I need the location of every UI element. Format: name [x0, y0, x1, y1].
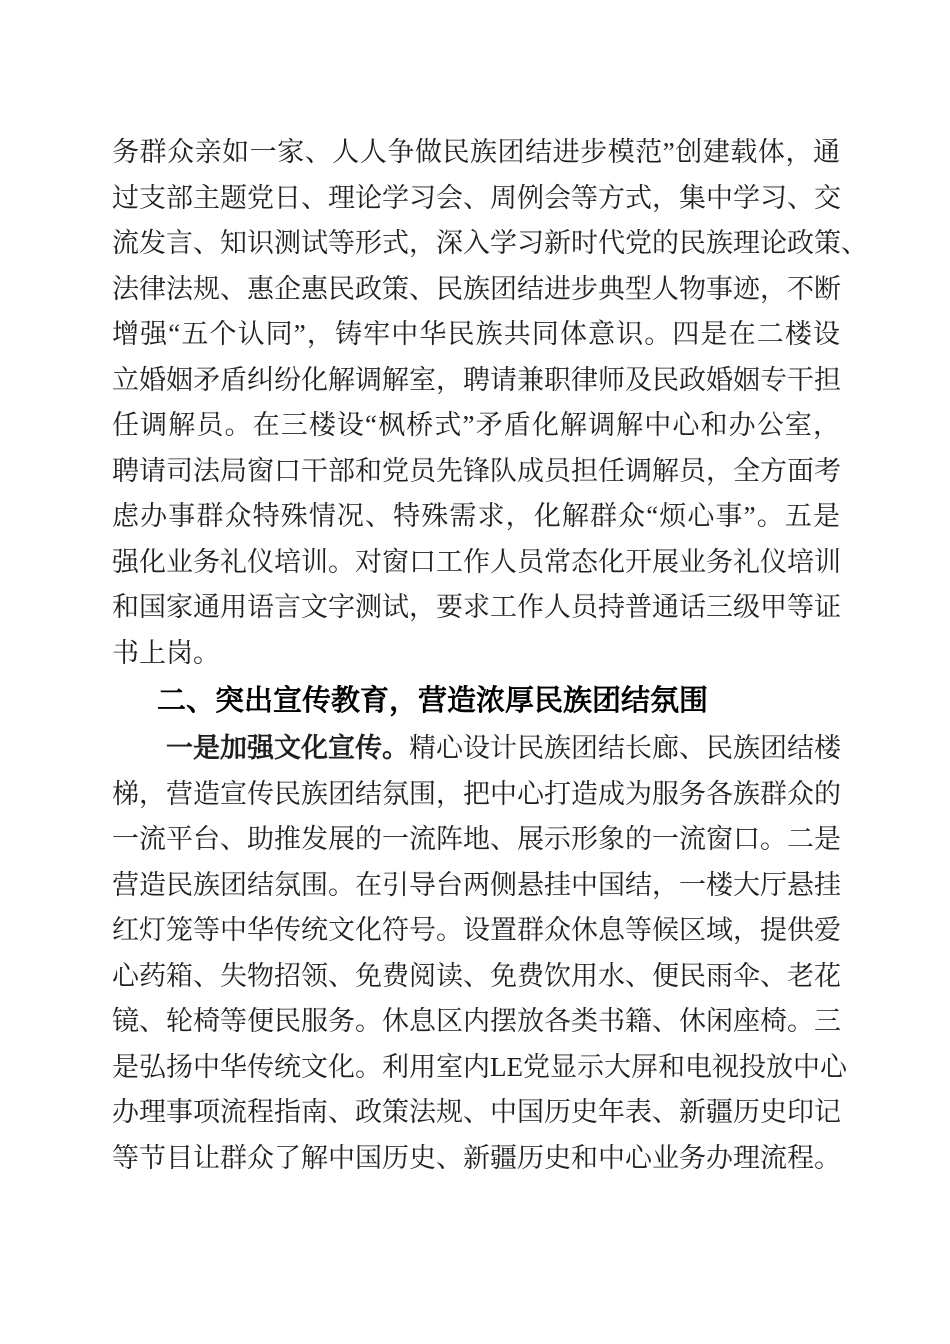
paragraph-2 [112, 726, 847, 1181]
text-line: 法律法规、惠企惠民政策、民族团结进步典型人物事迹，不断 [112, 273, 841, 304]
paragraph-continuation [112, 130, 868, 676]
text-line: 镜、轮椅等便民服务。休息区内摆放各类书籍、休闲座椅。三 [112, 1006, 841, 1036]
text-line: 办理事项流程指南、政策法规、中国历史年表、新疆历史印记 [112, 1097, 841, 1127]
text-line: 务群众亲如一家、人人争做民族团结进步模范”创建载体，通 [112, 137, 840, 167]
text-line: 是弘扬中华传统文化。利用室内LE党显示大屏和电视投放中心 [112, 1051, 847, 1082]
section-heading: 二、突出宣传教育，营造浓厚民族团结氛围 [157, 685, 709, 717]
text-line: 心药箱、失物招领、免费阅读、免费饮用水、便民雨伞、老花 [112, 960, 841, 991]
text-line: 任调解员。在三楼设“枫桥式”矛盾化解调解中心和办公室， [112, 410, 840, 440]
text-line: 聘请司法局窗口干部和党员先锋队成员担任调解员，全方面考 [112, 455, 841, 486]
text-line: 增强“五个认同”，铸牢中华民族共同体意识。四是在二楼设 [112, 319, 840, 349]
text-line: 书上岗。 [112, 637, 220, 668]
text-line: 等节目让群众了解中国历史、新疆历史和中心业务办理流程。 [112, 1142, 841, 1173]
text-line: 虑办事群众特殊情况、特殊需求，化解群众“烦心事”。五是 [112, 501, 840, 531]
bold-text-segment: 一是加强文化宣传。 [166, 733, 409, 763]
text-line: 和国家通用语言文字测试，要求工作人员持普通话三级甲等证 [112, 592, 841, 622]
text-line: 流发言、知识测试等形式，深入学习新时代党的民族理论政策、 [112, 228, 868, 258]
document-body [112, 130, 868, 1181]
text-line: 立婚姻矛盾纠纷化解调解室，聘请兼职律师及民政婚姻专干担 [112, 364, 841, 395]
text-line [112, 726, 840, 772]
text-segment: 精心设计民族团结长廊、民族团结楼 [409, 733, 841, 763]
text-line: 强化业务礼仪培训。对窗口工作人员常态化开展业务礼仪培训 [112, 546, 841, 577]
text-line: 营造民族团结氛围。在引导台两侧悬挂中国结，一楼大厅悬挂 [112, 869, 841, 900]
text-line: 梯，营造宣传民族团结氛围，把中心打造成为服务各族群众的 [112, 778, 841, 809]
text-line: 一流平台、助推发展的一流阵地、展示形象的一流窗口。二是 [112, 824, 841, 854]
text-line: 过支部主题党日、理论学习会、周例会等方式，集中学习、交 [112, 182, 841, 213]
text-line: 红灯笼等中华传统文化符号。设置群众休息等候区域，提供爱 [112, 915, 841, 945]
